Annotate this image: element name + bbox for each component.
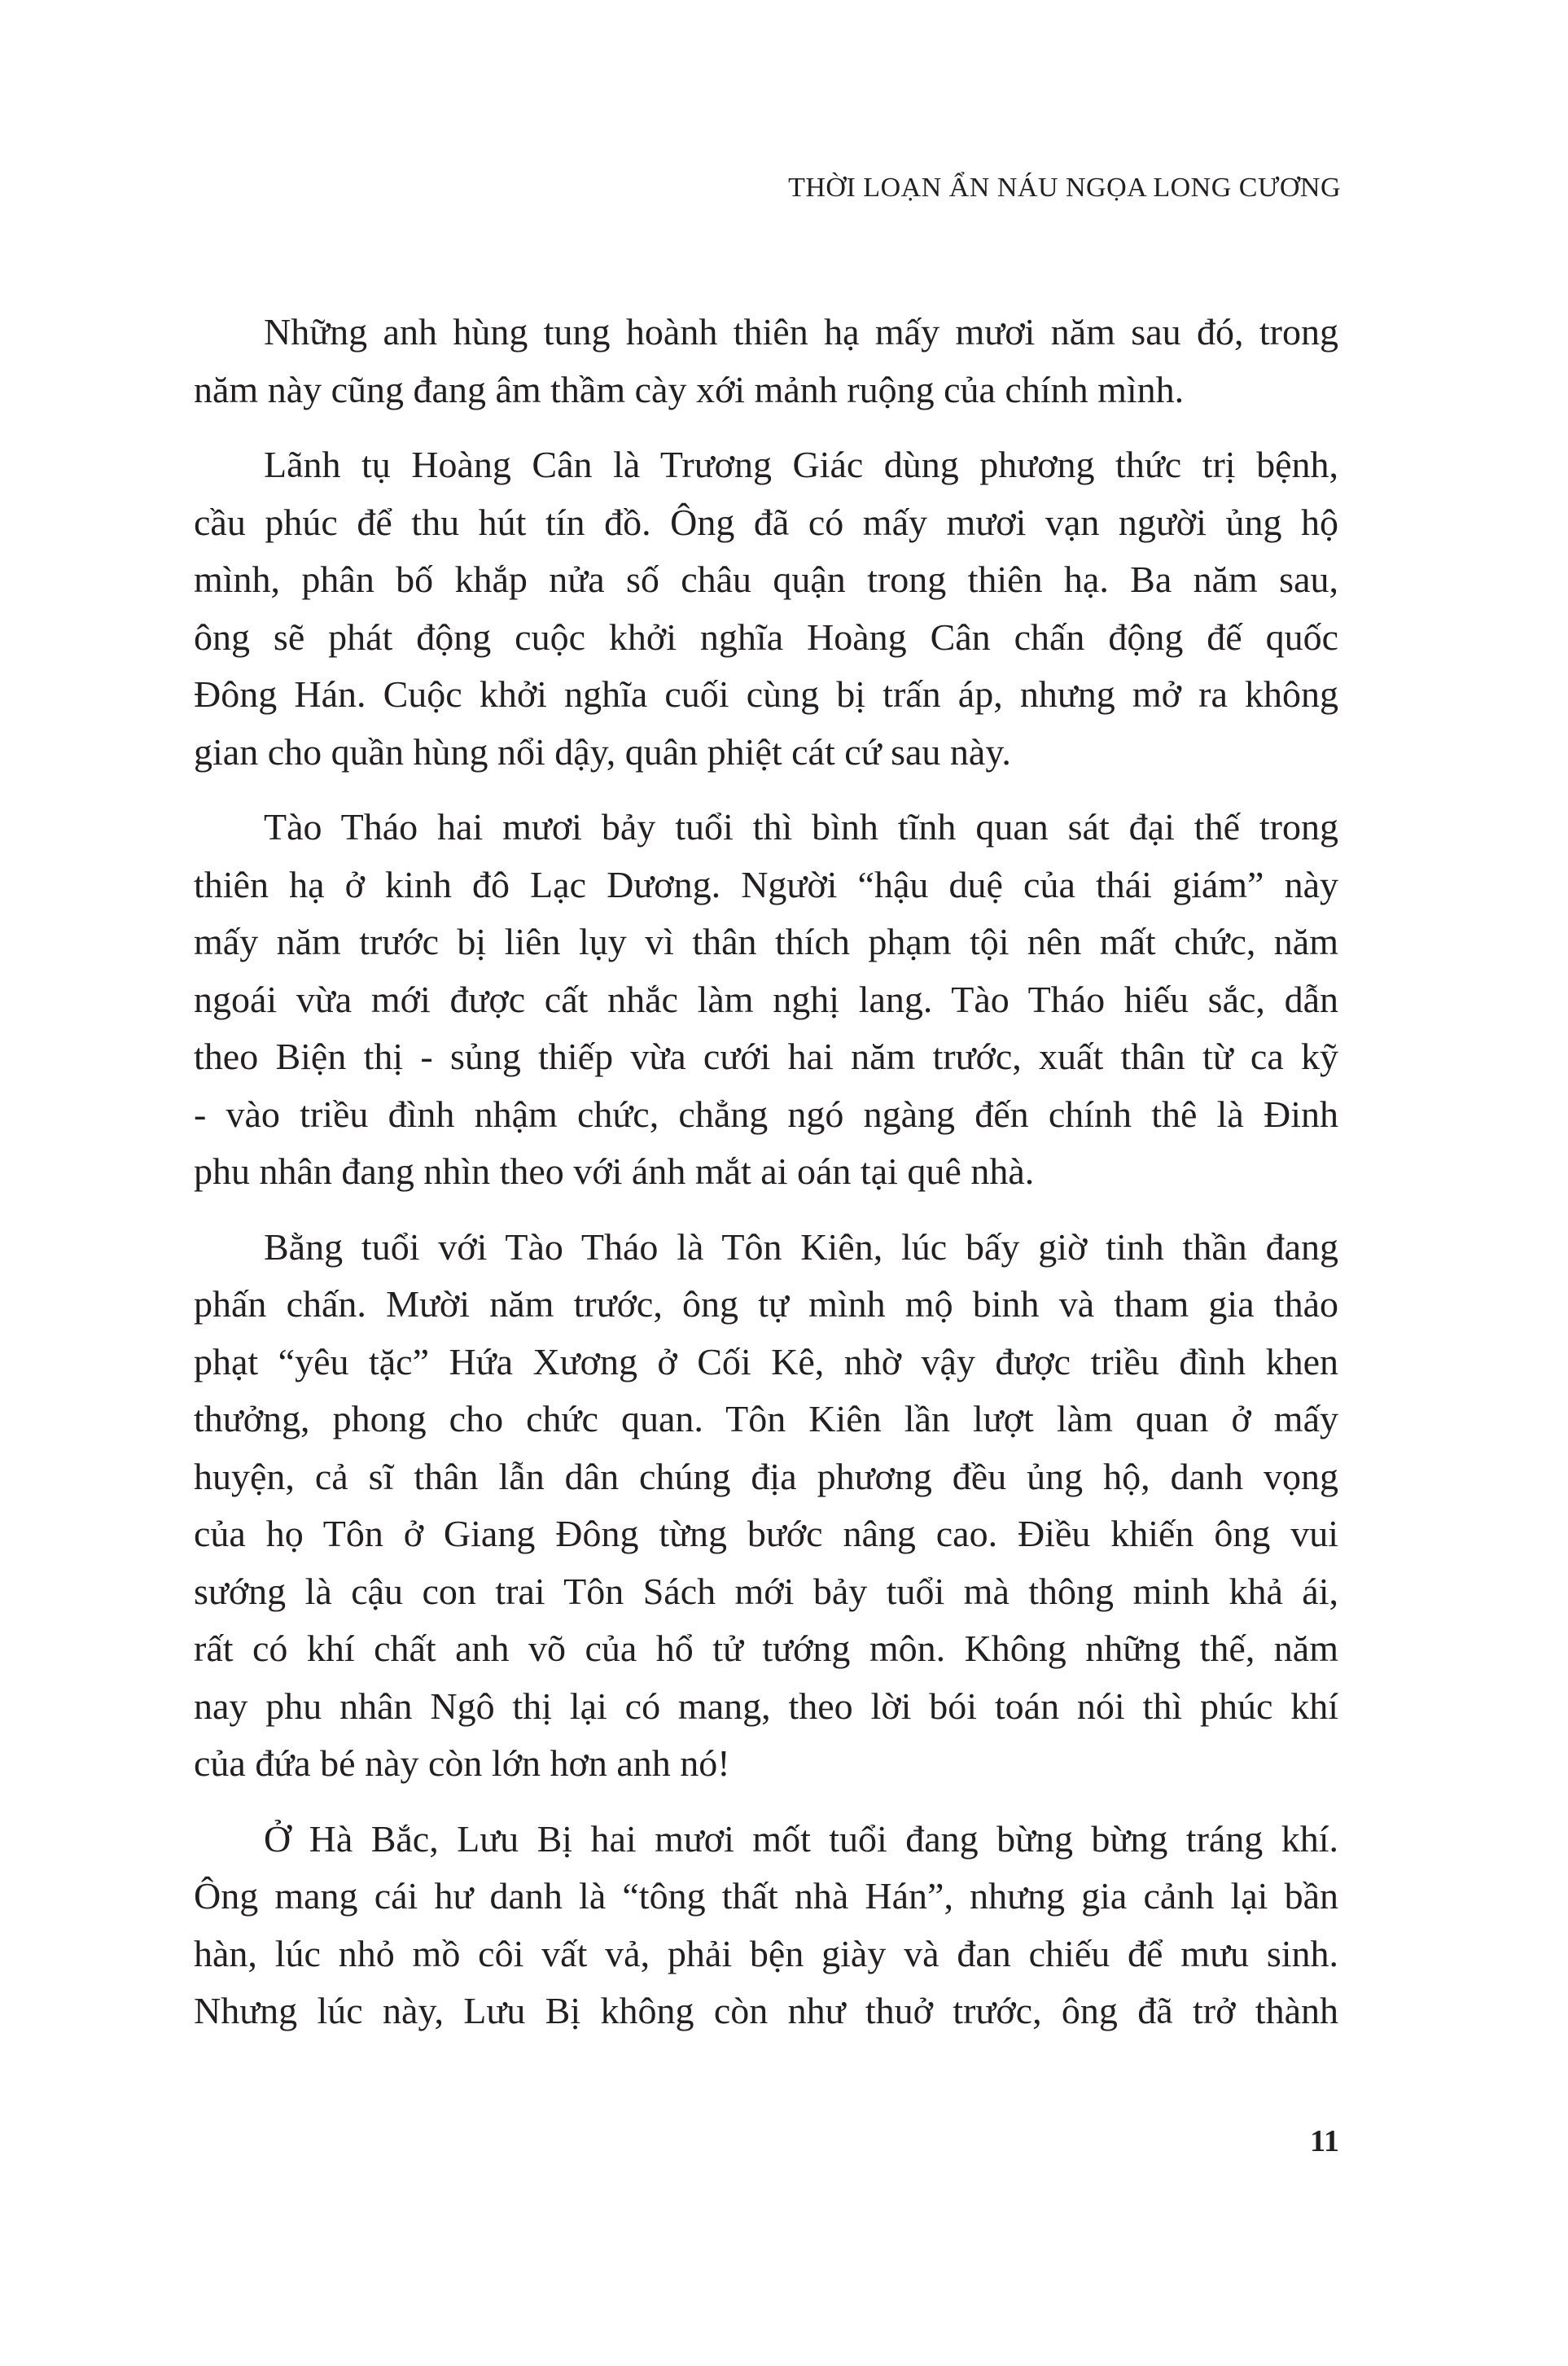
text-line: sướng là cậu con trai Tôn Sách mới bảy tuổi mà thông minh khả ái, — [194, 1570, 1338, 1612]
body-text — [194, 304, 1338, 2058]
text-line: theo Biện thị - sủng thiếp vừa cưới hai năm trước, xuất thân từ ca kỹ — [194, 1036, 1338, 1077]
text-line: Nhưng lúc này, Lưu Bị không còn như thuở trước, ông đã trở thành — [194, 1990, 1338, 2031]
text-line: gian cho quần hùng nổi dậy, quân phiệt cát cứ sau này. — [194, 730, 1011, 773]
text-line: mấy năm trước bị liên lụy vì thân thích phạm tội nên mất chức, năm — [194, 921, 1338, 962]
text-line: nay phu nhân Ngô thị lại có mang, theo lời bói toán nói thì phúc khí — [194, 1685, 1338, 1727]
text-line: Những anh hùng tung hoành thiên hạ mấy mươi năm sau đó, trong — [264, 311, 1338, 353]
text-line: Đông Hán. Cuộc khởi nghĩa cuối cùng bị trấn áp, nhưng mở ra không — [194, 673, 1338, 715]
text-line: huyện, cả sĩ thân lẫn dân chúng địa phương đều ủng hộ, danh vọng — [194, 1455, 1338, 1497]
page-number: 11 — [1310, 2124, 1339, 2158]
paragraph — [194, 799, 1338, 1201]
text-line: hàn, lúc nhỏ mồ côi vất vả, phải bện giày và đan chiếu để mưu sinh. — [194, 1932, 1338, 1974]
text-line: phạt “yêu tặc” Hứa Xương ở Cối Kê, nhờ vậy được triều đình khen — [194, 1340, 1338, 1382]
text-line: thiên hạ ở kinh đô Lạc Dương. Người “hậu duệ của thái giám” này — [194, 863, 1338, 905]
text-line: phu nhân đang nhìn theo với ánh mắt ai oán tại quê nhà. — [194, 1150, 1035, 1192]
text-line: của họ Tôn ở Giang Đông từng bước nâng cao. Điều khiến ông vui — [194, 1513, 1338, 1554]
text-line: rất có khí chất anh võ của hổ tử tướng môn. Không những thế, năm — [194, 1628, 1338, 1669]
text-line: ông sẽ phát động cuộc khởi nghĩa Hoàng Cân chấn động đế quốc — [194, 616, 1338, 658]
paragraph — [194, 1811, 1338, 2040]
paragraph — [194, 436, 1338, 781]
text-line: Ông mang cái hư danh là “tông thất nhà Hán”, nhưng gia cảnh lại bần — [194, 1875, 1338, 1917]
text-line: Ở Hà Bắc, Lưu Bị hai mươi mốt tuổi đang bừng bừng tráng khí. — [264, 1817, 1338, 1860]
text-line: của đứa bé này còn lớn hơn anh nó! — [194, 1742, 730, 1784]
text-line: Lãnh tụ Hoàng Cân là Trương Giác dùng phương thức trị bệnh, — [264, 444, 1338, 485]
text-line: năm này cũng đang âm thầm cày xới mảnh ruộng của chính mình. — [194, 368, 1185, 410]
paragraph — [194, 304, 1338, 418]
text-line: Bằng tuổi với Tào Tháo là Tôn Kiên, lúc bấy giờ tinh thần đang — [264, 1225, 1338, 1268]
text-line: Tào Tháo hai mươi bảy tuổi thì bình tĩnh quan sát đại thế trong — [264, 806, 1338, 848]
text-line: phấn chấn. Mười năm trước, ông tự mình mộ binh và tham gia thảo — [194, 1283, 1338, 1325]
paragraph — [194, 1219, 1338, 1793]
running-header: THỜI LOẠN ẨN NÁU NGỌA LONG CƯƠNG — [788, 173, 1341, 203]
text-line: mình, phân bố khắp nửa số châu quận trong thiên hạ. Ba năm sau, — [194, 559, 1338, 600]
text-line: thưởng, phong cho chức quan. Tôn Kiên lần lượt làm quan ở mấy — [194, 1398, 1338, 1439]
text-line: cầu phúc để thu hút tín đồ. Ông đã có mấy mươi vạn người ủng hộ — [194, 501, 1338, 543]
text-line: - vào triều đình nhậm chức, chẳng ngó ngàng đến chính thê là Đinh — [194, 1093, 1338, 1135]
text-line: ngoái vừa mới được cất nhắc làm nghị lang. Tào Tháo hiếu sắc, dẫn — [194, 978, 1338, 1020]
